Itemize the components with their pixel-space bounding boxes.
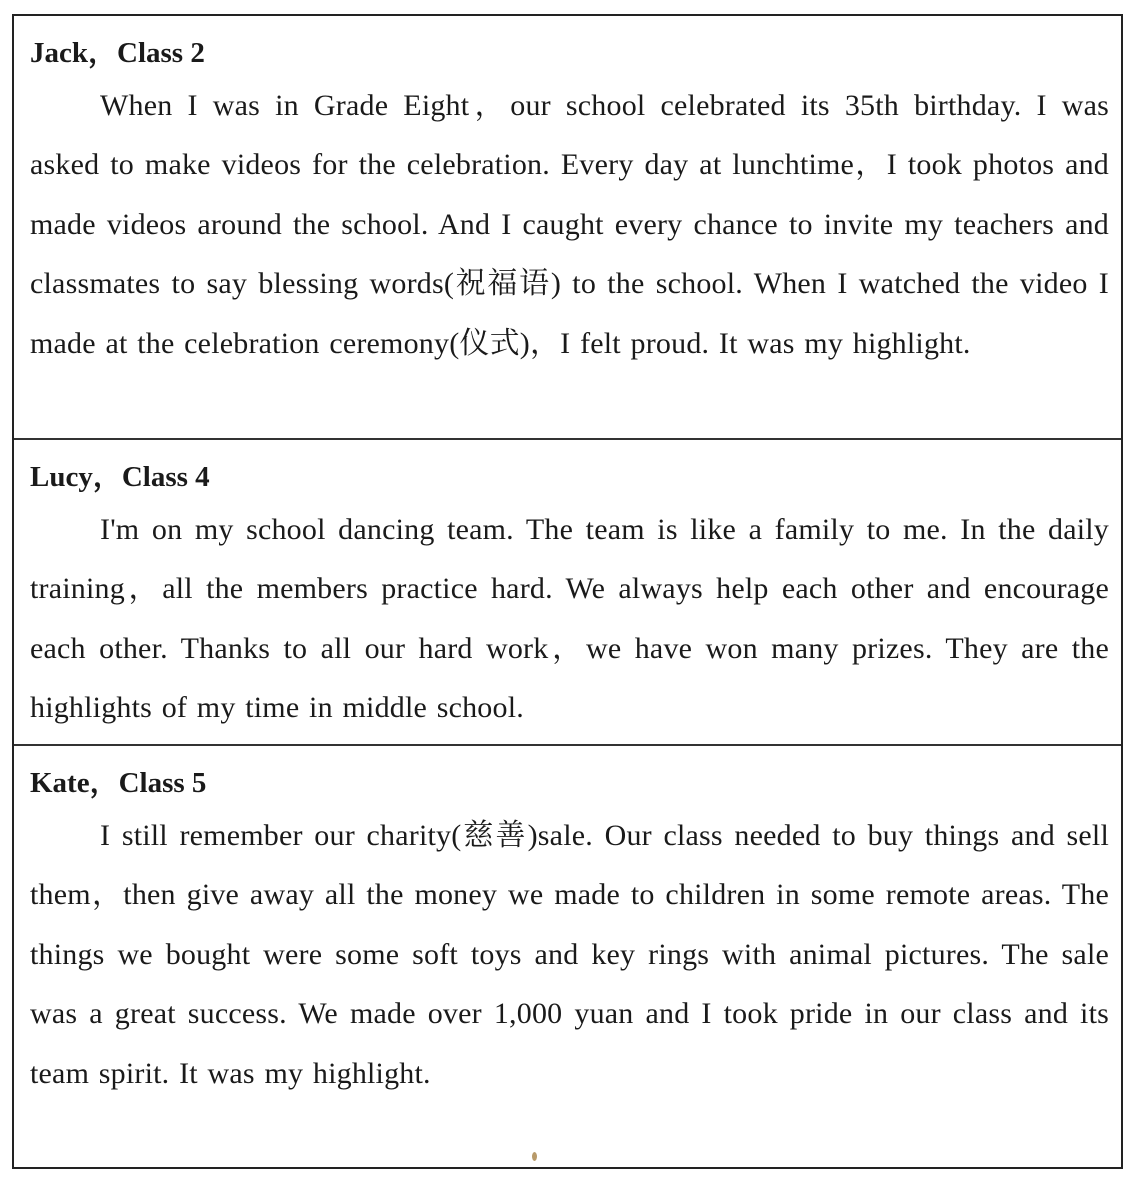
entry-heading: Jack，Class 2: [30, 37, 205, 69]
entry-text: When I was in Grade Eight，our school celebrated its 35th birthday. I was asked to make videos for the celebration. Every day at lunchtime，I took photos and made videos around the school. And I caught every chance to invite my teachers and classmates to say blessing words(祝福语) to the school. When I watched the video I made at the celebration ceremony(仪式)，I felt proud. It was my highlight.: [30, 89, 1109, 360]
entry-heading: Lucy，Class 4: [30, 461, 210, 493]
paper-speck: [532, 1152, 537, 1161]
entry-lucy: [14, 440, 1121, 746]
passage-table: [12, 14, 1123, 1169]
entry-heading: Kate，Class 5: [30, 767, 207, 799]
entry-text: I'm on my school dancing team. The team is like a family to me. In the daily training，all the members practice hard. We always help each other and encourage each other. Thanks to all our hard work，we have won many prizes. They are the highlights of my time in middle school.: [30, 513, 1109, 725]
entry-text: I still remember our charity(慈善)sale. Our class needed to buy things and sell them，then give away all the money we made to children in some remote areas. The things we bought were some soft toys and key rings with animal pictures. The sale was a great success. We made over 1,000 yuan and I took pride in our class and its team spirit. It was my highlight.: [30, 819, 1109, 1090]
entry-jack: [14, 16, 1121, 440]
entry-kate: [14, 746, 1121, 1167]
